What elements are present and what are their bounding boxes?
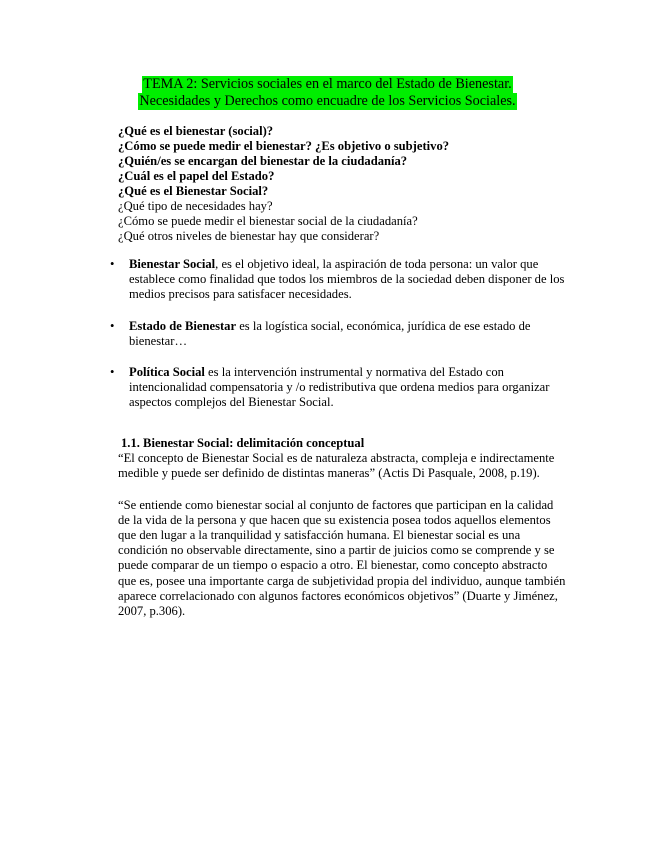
question-line: ¿Qué es el Bienestar Social? xyxy=(118,184,269,198)
definition-text: es la logística social, económica, jurídica de ese estado de bienestar… xyxy=(129,318,531,348)
section-heading: 1.1. Bienestar Social: delimitación conceptual xyxy=(121,436,365,450)
definition-text: es la intervención instrumental y normativa del Estado con intencionalidad compensatoria y /o redistributiva que ordena medios para organizar aspectos complejos del Bienestar Social. xyxy=(129,365,550,410)
question-line: ¿Qué es el bienestar (social)? xyxy=(118,124,274,138)
question-line: ¿Qué otros niveles de bienestar hay que considerar? xyxy=(118,229,380,243)
question-line: ¿Quién/es se encargan del bienestar de la ciudadanía? xyxy=(118,154,408,168)
bullet-icon: • xyxy=(110,365,115,380)
quote-paragraph: “Se entiende como bienestar social al conjunto de factores que participan en la calidad de la vida de la persona y que hacen que su existencia posea todos aquellos elementos que den lugar a la tranquilidad y satisfacción humana. El bienestar social es una condición no observable directamente, sino a partir de juicios como se comprende y se puede comparar de un tiempo o espacio a otro. El bienestar, como concepto abstracto que es, posee una importante carga de subjetividad propia del individuo, aunque también aparece correlacionado con algunos factores económicos objetivos” (Duarte y Jiménez, 2007, p.306). xyxy=(118,497,566,619)
definition-term: Estado de Bienestar xyxy=(129,318,237,333)
title-line-2: Necesidades y Derechos como encuadre de los Servicios Sociales. xyxy=(139,93,516,109)
quote-paragraph: “El concepto de Bienestar Social es de naturaleza abstracta, compleja e indirectamente medible y puede ser definido de distintas maneras” (Actis Di Pasquale, 2008, p.19). xyxy=(118,451,555,481)
definition-item xyxy=(108,257,568,303)
question-line: ¿Cómo se puede medir el bienestar? ¿Es objetivo o subjetivo? xyxy=(118,139,450,153)
bullet-icon: • xyxy=(110,257,115,271)
question-line: ¿Cuál es el papel del Estado? xyxy=(118,169,275,183)
section-bienestar-social xyxy=(118,436,566,619)
document-title xyxy=(0,76,655,110)
definitions-list xyxy=(108,257,568,411)
question-line: ¿Cómo se puede medir el bienestar social de la ciudadanía? xyxy=(118,214,418,228)
question-line: ¿Qué tipo de necesidades hay? xyxy=(118,199,273,213)
bullet-icon: • xyxy=(110,318,115,333)
definition-term: Bienestar Social xyxy=(129,257,216,271)
title-line-1: TEMA 2: Servicios sociales en el marco del Estado de Bienestar. xyxy=(143,76,512,92)
definition-item xyxy=(108,365,568,411)
definition-text: , es el objetivo ideal, la aspiración de toda persona: un valor que establece como finalidad que todos los miembros de la sociedad deben disponer de los medios precisos para satisfacer necesidades. xyxy=(129,257,565,302)
definition-term: Política Social xyxy=(129,365,205,380)
definition-item xyxy=(108,319,568,349)
questions-list xyxy=(118,124,449,244)
